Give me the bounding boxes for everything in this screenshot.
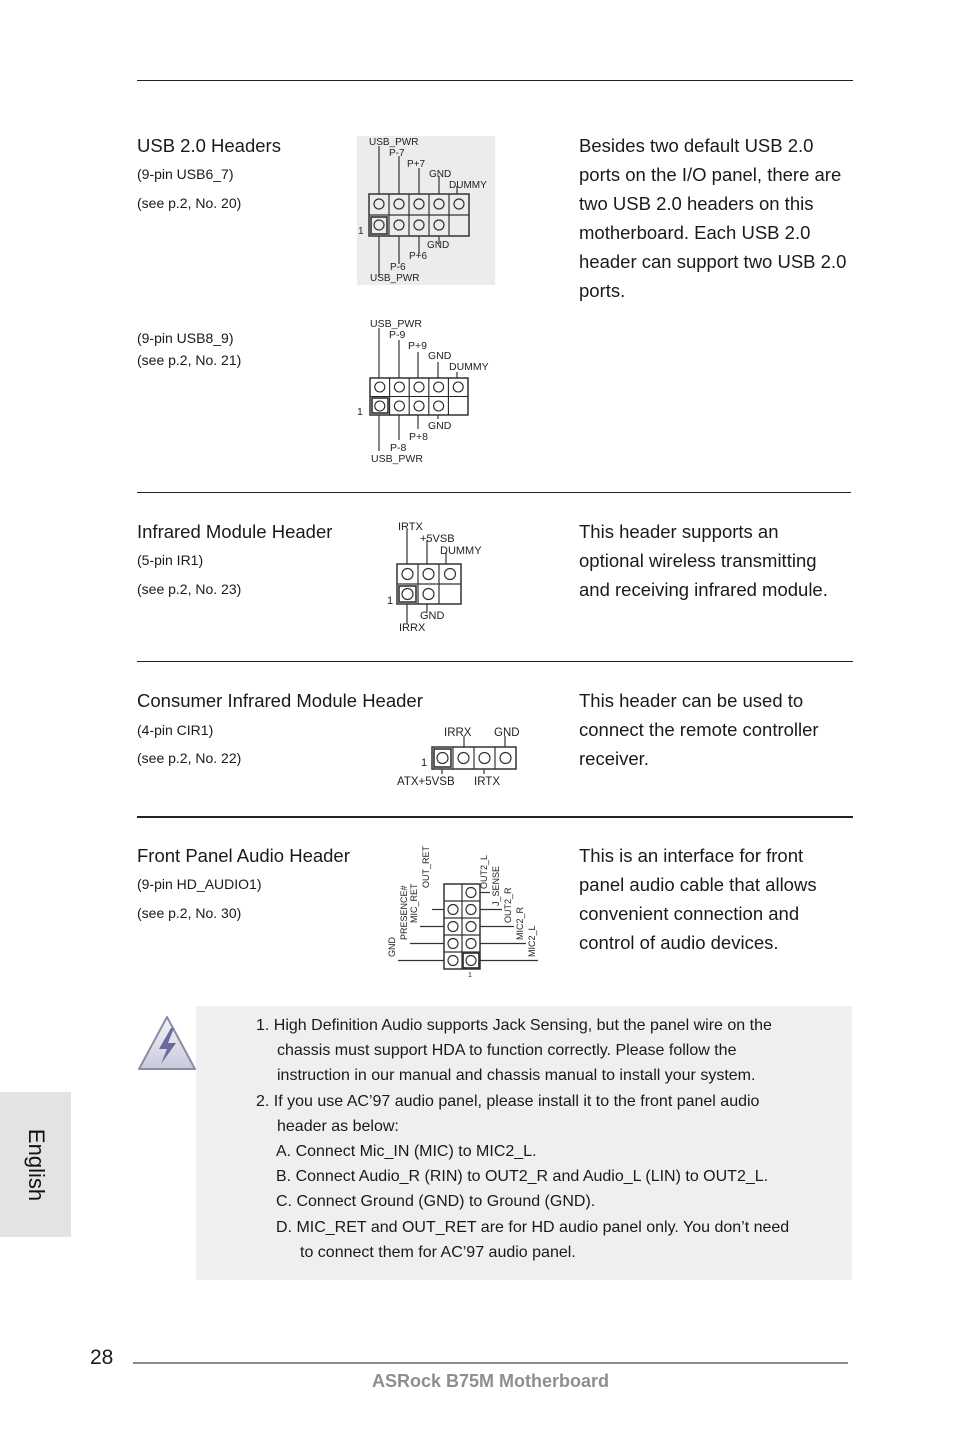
usb89-label-gnd-top: GND	[428, 350, 452, 362]
ir-label-5vsb: +5VSB	[420, 533, 455, 545]
section-divider	[137, 661, 853, 662]
usb89-label-dummy: DUMMY	[449, 361, 489, 373]
usb89-pin-diagram	[355, 316, 500, 466]
language-side-tab	[0, 1092, 71, 1237]
audio-label-gnd: GND	[387, 937, 397, 957]
desc-line: This header supports an	[579, 521, 779, 542]
desc-line: header can support two USB 2.0	[579, 251, 847, 272]
usb89-ref-label: (see p.2, No. 21)	[137, 352, 242, 368]
note-line: 2. If you use AC’97 audio panel, please install it to the front panel audio	[256, 1092, 760, 1110]
audio-pin-label: (9-pin HD_AUDIO1)	[137, 876, 262, 892]
audio-label-mic2-l: MIC2_L	[527, 925, 537, 957]
usb89-label-p-9: P-9	[389, 329, 406, 341]
usb67-label-gnd-bottom: GND	[427, 240, 450, 251]
usb67-pin-diagram	[357, 136, 495, 285]
note-line: 1. High Definition Audio supports Jack Sensing, but the panel wire on the	[256, 1017, 772, 1034]
note-line: chassis must support HDA to function correctly. Please follow the	[277, 1042, 737, 1060]
usb89-label-usbpwr-bottom: USB_PWR	[371, 453, 423, 465]
audio-header-description	[579, 841, 864, 957]
desc-line: panel audio cable that allows	[579, 874, 817, 895]
cir-label-atx5vsb: ATX+5VSB	[397, 776, 455, 788]
audio-label-out2-l: OUT2_L	[479, 854, 489, 889]
page-number: 28	[90, 1346, 114, 1369]
desc-line: motherboard. Each USB 2.0	[579, 222, 811, 243]
footer-rule	[133, 1362, 848, 1364]
ir-label-gnd: GND	[420, 610, 445, 622]
language-label: English	[24, 1128, 49, 1202]
usb67-label-gnd-top: GND	[429, 169, 452, 180]
desc-line: and receiving infrared module.	[579, 579, 828, 600]
usb67-label-dummy: DUMMY	[449, 180, 487, 191]
desc-line: control of audio devices.	[579, 932, 779, 953]
usb89-label-gnd-bottom: GND	[428, 420, 452, 432]
ir-pin1-label: 1	[387, 595, 394, 607]
desc-line: two USB 2.0 headers on this	[579, 193, 814, 214]
usb89-label-usbpwr-top: USB_PWR	[370, 318, 422, 330]
usb67-label-p-6: P-6	[390, 262, 406, 273]
audio-pin1-label: 1	[468, 972, 472, 977]
cir-pin-label: (4-pin CIR1)	[137, 722, 214, 738]
audio-label-out-ret: OUT_RET	[421, 845, 431, 888]
top-rule	[137, 80, 853, 81]
cir-label-gnd: GND	[494, 727, 520, 739]
cir-ref-label: (see p.2, No. 22)	[137, 750, 242, 766]
note-line: D. MIC_RET and OUT_RET are for HD audio panel only. You don’t need	[276, 1218, 790, 1236]
note-box	[196, 1006, 852, 1280]
usb67-pin1-label: 1	[358, 226, 364, 237]
note-line: A. Connect Mic_IN (MIC) to MIC2_L.	[276, 1143, 537, 1161]
ir-label-dummy: DUMMY	[440, 545, 482, 557]
note-line: C. Connect Ground (GND) to Ground (GND).	[276, 1193, 596, 1211]
usb67-label-p+6: P+6	[409, 251, 428, 262]
ir-ref-label: (see p.2, No. 23)	[137, 581, 242, 597]
desc-line: This header can be used to	[579, 690, 804, 711]
usb89-label-p+9: P+9	[408, 340, 427, 352]
desc-line: connect the remote controller	[579, 719, 819, 740]
usb-headers-title: USB 2.0 Headers	[137, 135, 281, 156]
audio-ref-label: (see p.2, No. 30)	[137, 905, 242, 921]
section-divider	[137, 492, 851, 493]
audio-notes	[256, 1013, 846, 1265]
ir-label-irtx: IRTX	[398, 521, 423, 533]
ir-header-title: Infrared Module Header	[137, 521, 333, 542]
warning-lightning-icon	[136, 1014, 198, 1072]
usb-headers-description	[579, 131, 864, 305]
cir-header-title: Consumer Infrared Module Header	[137, 690, 423, 711]
cir-header-description	[579, 686, 864, 773]
audio-label-out2-r: OUT2_R	[503, 887, 513, 923]
cir-pin-diagram	[390, 722, 530, 792]
desc-line: convenient connection and	[579, 903, 800, 924]
usb67-label-p+7: P+7	[407, 159, 426, 170]
audio-label-j-sense: J_SENSE	[491, 865, 501, 906]
audio-label-mic2-r: MIC2_R	[515, 906, 525, 940]
audio-header-title: Front Panel Audio Header	[137, 845, 350, 866]
desc-line: Besides two default USB 2.0	[579, 135, 814, 156]
usb89-label-p-8: P-8	[390, 442, 407, 454]
ir-pin-label: (5-pin IR1)	[137, 552, 204, 568]
usb89-pin-label: (9-pin USB8_9)	[137, 330, 234, 346]
ir-pin-diagram	[385, 518, 495, 636]
desc-line: This is an interface for front	[579, 845, 804, 866]
usb67-label-usbpwr-bottom: USB_PWR	[370, 273, 420, 284]
desc-line: ports.	[579, 280, 626, 301]
note-line: to connect them for AC’97 audio panel.	[300, 1243, 576, 1261]
cir-label-irtx: IRTX	[474, 776, 500, 788]
desc-line: optional wireless transmitting	[579, 550, 817, 571]
note-line: header as below:	[277, 1117, 399, 1135]
note-line: B. Connect Audio_R (RIN) to OUT2_R and Audio_L (LIN) to OUT2_L.	[276, 1168, 769, 1186]
usb67-label-p-7: P-7	[389, 148, 405, 159]
footer-product-name: ASRock B75M Motherboard	[372, 1371, 610, 1391]
desc-line: ports on the I/O panel, there are	[579, 164, 842, 185]
usb67-label-usbpwr-top: USB_PWR	[369, 137, 419, 148]
cir-pin1-label: 1	[421, 757, 428, 769]
section-divider	[137, 816, 853, 818]
note-line: instruction in our manual and chassis manual to install your system.	[277, 1067, 756, 1085]
audio-pin-diagram	[380, 842, 555, 977]
ir-header-description	[579, 517, 864, 604]
audio-label-presence: PRESENCE#	[399, 885, 409, 940]
usb67-ref-label: (see p.2, No. 20)	[137, 195, 242, 211]
cir-label-irrx: IRRX	[444, 727, 472, 739]
usb89-label-p+8: P+8	[409, 431, 428, 443]
usb67-pin-label: (9-pin USB6_7)	[137, 166, 234, 182]
ir-label-irrx: IRRX	[399, 622, 426, 634]
audio-label-mic-ret: MIC_RET	[409, 883, 419, 923]
usb89-pin1-label: 1	[357, 406, 363, 418]
desc-line: receiver.	[579, 748, 649, 769]
